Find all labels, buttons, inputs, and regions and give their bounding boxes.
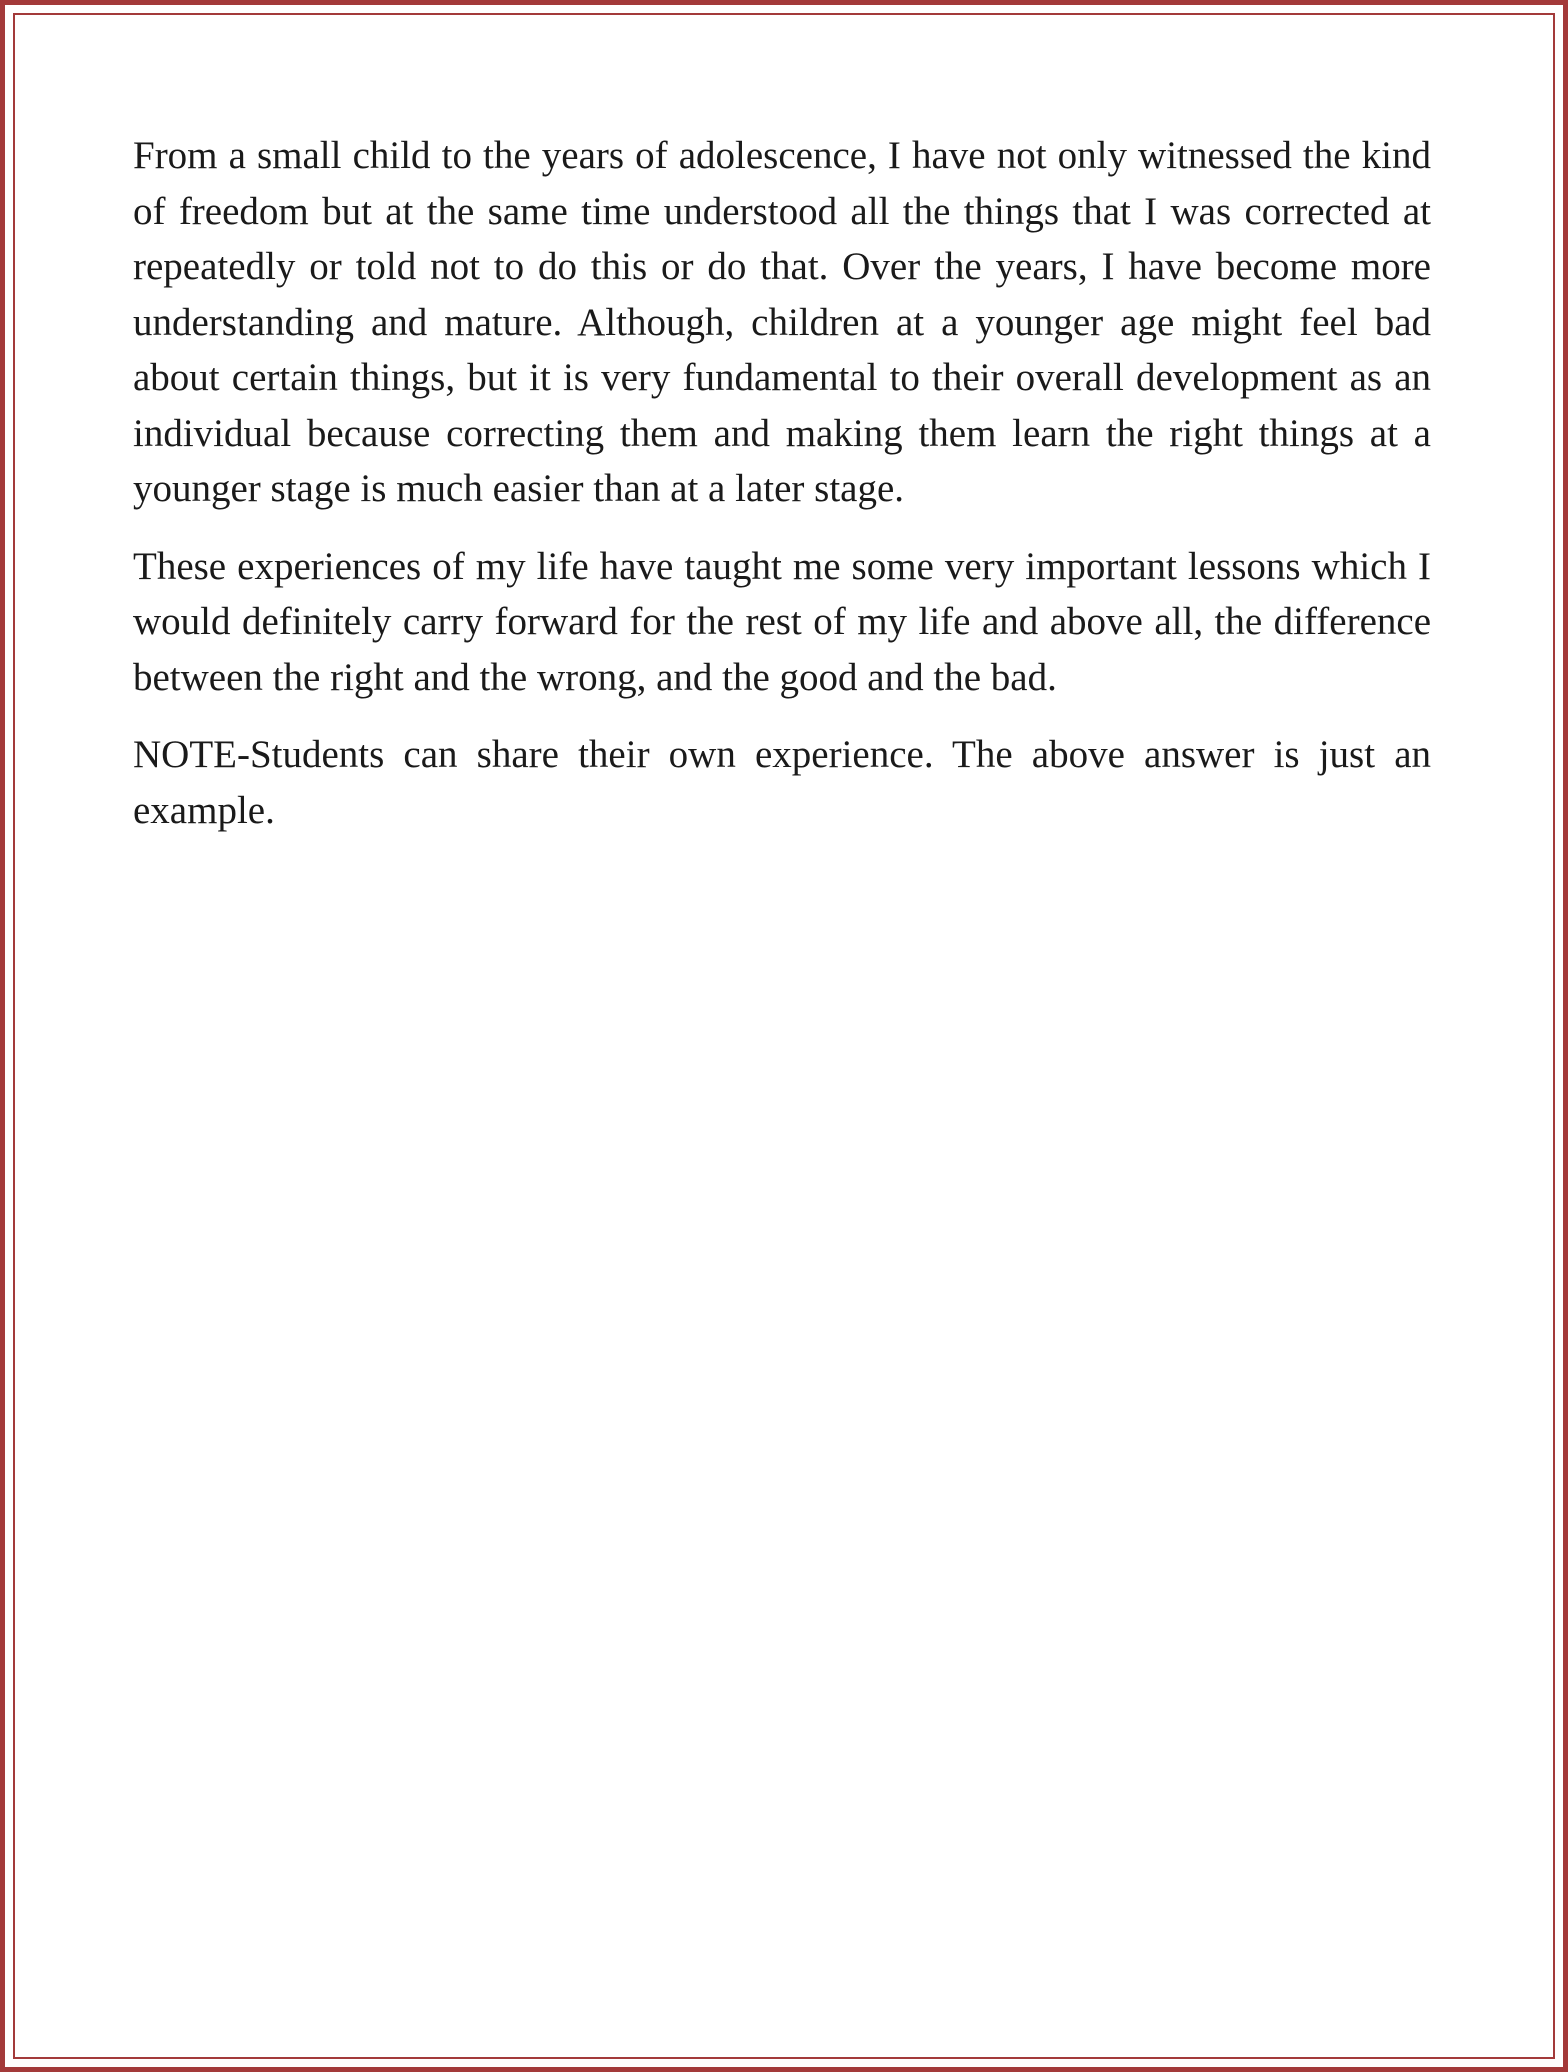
document-body — [133, 128, 1431, 860]
paragraph-1: From a small child to the years of adolescence, I have not only witnessed the kind of freedom but at the same time understood all the things that I was corrected at repeatedly or told not to do this or do that. Over the years, I have become more understanding and mature. Although, children at a younger age might feel bad about certain things, but it is very fundamental to their overall development as an individual because correcting them and making them learn the right things at a younger stage is much easier than at a later stage. — [133, 134, 1431, 510]
note-paragraph: NOTE-Students can share their own experience. The above answer is just an example. — [133, 733, 1431, 832]
paragraph-2: These experiences of my life have taught me some very important lessons which I would definitely carry forward for the rest of my life and above all, the difference between the right and the wrong, and the good and the bad. — [133, 544, 1431, 699]
